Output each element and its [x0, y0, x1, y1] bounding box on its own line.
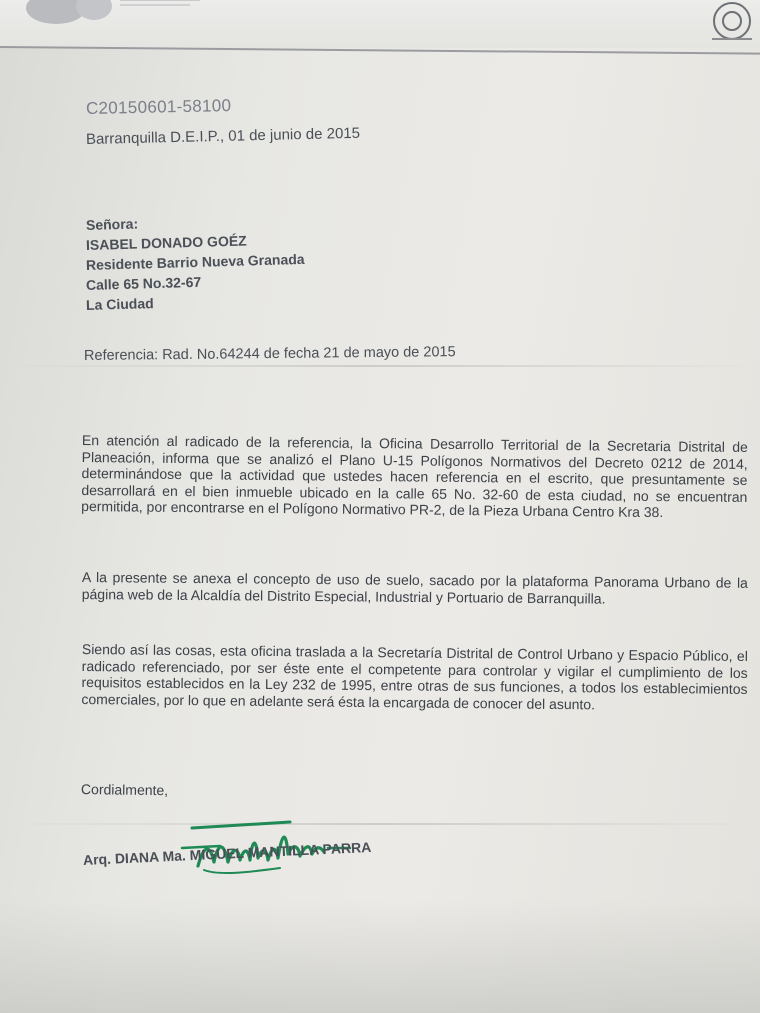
recipient-address-line1: Residente Barrio Nueva Granada: [85, 250, 305, 273]
recipient-address-line2: Calle 65 No.32-67: [85, 273, 202, 293]
seal-icon: [713, 2, 751, 40]
recipient-salutation: Señora:: [85, 215, 139, 233]
body-paragraph: En atención al radicado de la referencia, la Oficina Desarrollo Territorial de la Secretaria Distrital de Planeación, informa que se analizó el Plano U-15 Polígonos Normativos del Decreto 0212 de 2014, determinándose que la actividad que ustedes hacen referencia en el escrito, que presuntamente se desarrollará en el bien inmueble ubicado en la calle 65 No. 32-60 de esta ciudad, no se encuentran permitida, por encontrarse en el Polígono Normativo PR-2, de la Pieza Urbana Centro Kra 38.: [81, 432, 748, 521]
recipient-address-line3: La Ciudad: [85, 295, 154, 313]
document-code: C20150601-58100: [85, 95, 232, 118]
seal-caption: [712, 38, 752, 40]
paper-fold: [0, 365, 760, 367]
reference-line: Referencia: Rad. No.64244 de fecha 21 de mayo de 2015: [83, 344, 456, 364]
recipient-name: ISABEL DONADO GOÉZ: [85, 232, 247, 253]
institution-logo-icon: [16, 0, 216, 34]
body-paragraph: A la presente se anexa el concepto de uso de suelo, sacado por la plataforma Panorama Urbano de la página web de la Alcaldía del Distrito Especial, Industrial y Portuario de Barranquilla.: [81, 569, 748, 607]
closing: Cordialmente,: [80, 781, 169, 799]
signer-name: Arq. DIANA Ma. MIGUEL MANTILLA PARRA: [82, 838, 372, 868]
paper-shadow: [0, 900, 760, 1013]
letterhead: [0, 0, 760, 48]
letterhead-rule: [0, 46, 760, 55]
document-date: Barranquilla D.E.I.P., 01 de junio de 2015: [85, 124, 361, 148]
paper-fold: [0, 823, 760, 825]
body-paragraph: Siendo así las cosas, esta oficina traslada a la Secretaría Distrital de Control Urbano y Espacio Público, el radicado referenciado, por ser éste ente el competente para controlar y vigilar el cumplimiento de los requisitos establecidos en la Ley 232 de 1995, entre otras de sus funciones, a todos los establecimientos comerciales, por lo que en adelante será ésta la encargada de conocer del asunto.: [81, 641, 748, 712]
